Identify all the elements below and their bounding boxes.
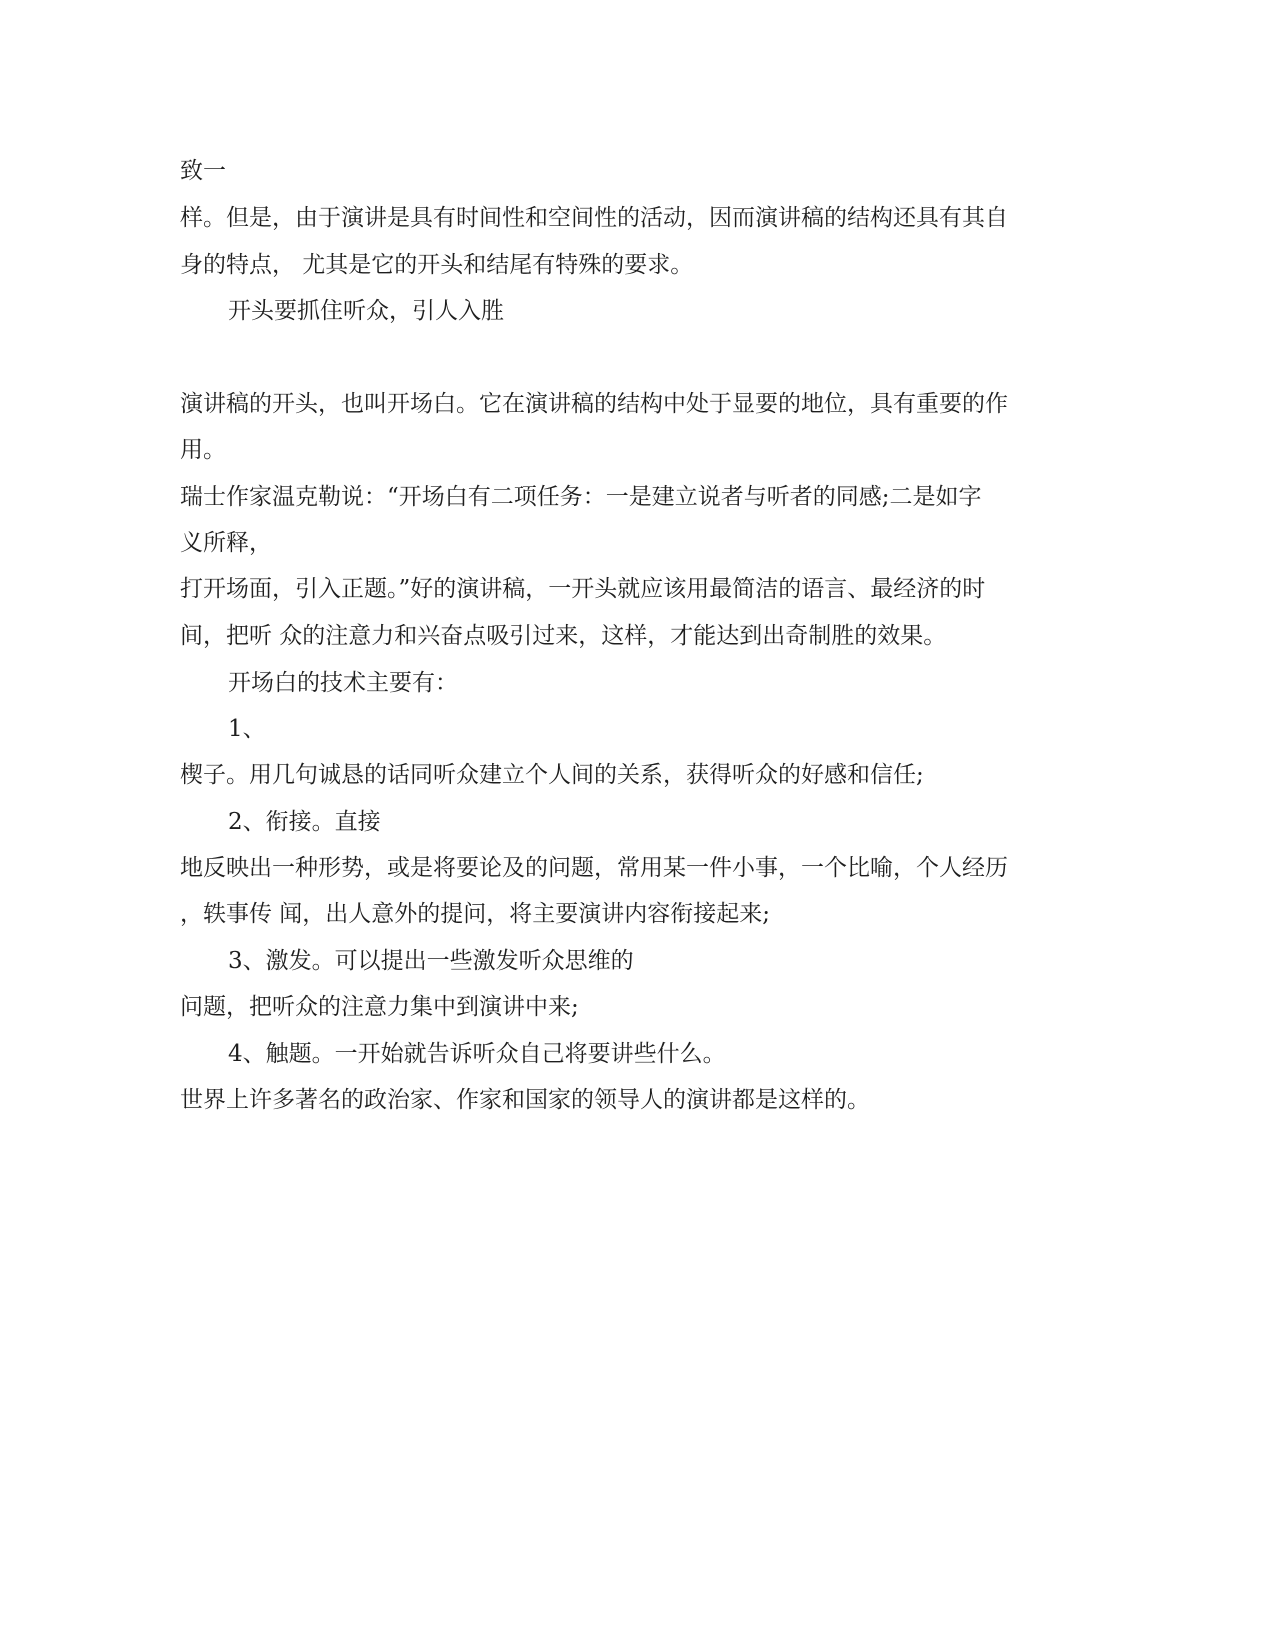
text-line: 义所释， xyxy=(180,530,272,556)
text-line: ，轶事传 闻，出人意外的提问，将主要演讲内容衔接起来; xyxy=(180,901,771,927)
text-line: 瑞士作家温克勒说：“开场白有二项任务：一是建立说者与听者的同感;二是如字 xyxy=(180,484,982,510)
text-line: 演讲稿的开头，也叫开场白。它在演讲稿的结构中处于显要的地位，具有重要的作 xyxy=(180,391,1008,417)
text-line: 开场白的技术主要有： xyxy=(228,670,458,696)
text-line: 样。但是，由于演讲是具有时间性和空间性的活动，因而演讲稿的结构还具有其自 xyxy=(180,205,1008,231)
text-line: 间，把听 众的注意力和兴奋点吸引过来，这样，才能达到出奇制胜的效果。 xyxy=(180,623,947,649)
text-line: 楔子。用几句诚恳的话同听众建立个人间的关系，获得听众的好感和信任; xyxy=(180,762,924,788)
text-line: 身的特点， 尤其是它的开头和结尾有特殊的要求。 xyxy=(180,252,694,278)
text-line: 致一 xyxy=(180,158,226,184)
section-heading: 开头要抓住听众，引人入胜 xyxy=(228,298,504,324)
text-line: 用。 xyxy=(180,437,226,463)
list-number: 1、 xyxy=(228,716,266,742)
text-line: 4、触题。一开始就告诉听众自己将要讲些什么。 xyxy=(228,1041,726,1067)
text-line: 3、激发。可以提出一些激发听众思维的 xyxy=(228,948,634,974)
text-line: 地反映出一种形势，或是将要论及的问题，常用某一件小事，一个比喻，个人经历 xyxy=(180,855,1008,881)
text-line: 2、衔接。直接 xyxy=(228,809,381,835)
text-line: 打开场面，引入正题。”好的演讲稿，一开头就应该用最简洁的语言、最经济的时 xyxy=(180,576,986,602)
text-line: 世界上许多著名的政治家、作家和国家的领导人的演讲都是这样的。 xyxy=(180,1087,870,1113)
text-line: 问题，把听众的注意力集中到演讲中来; xyxy=(180,994,579,1020)
